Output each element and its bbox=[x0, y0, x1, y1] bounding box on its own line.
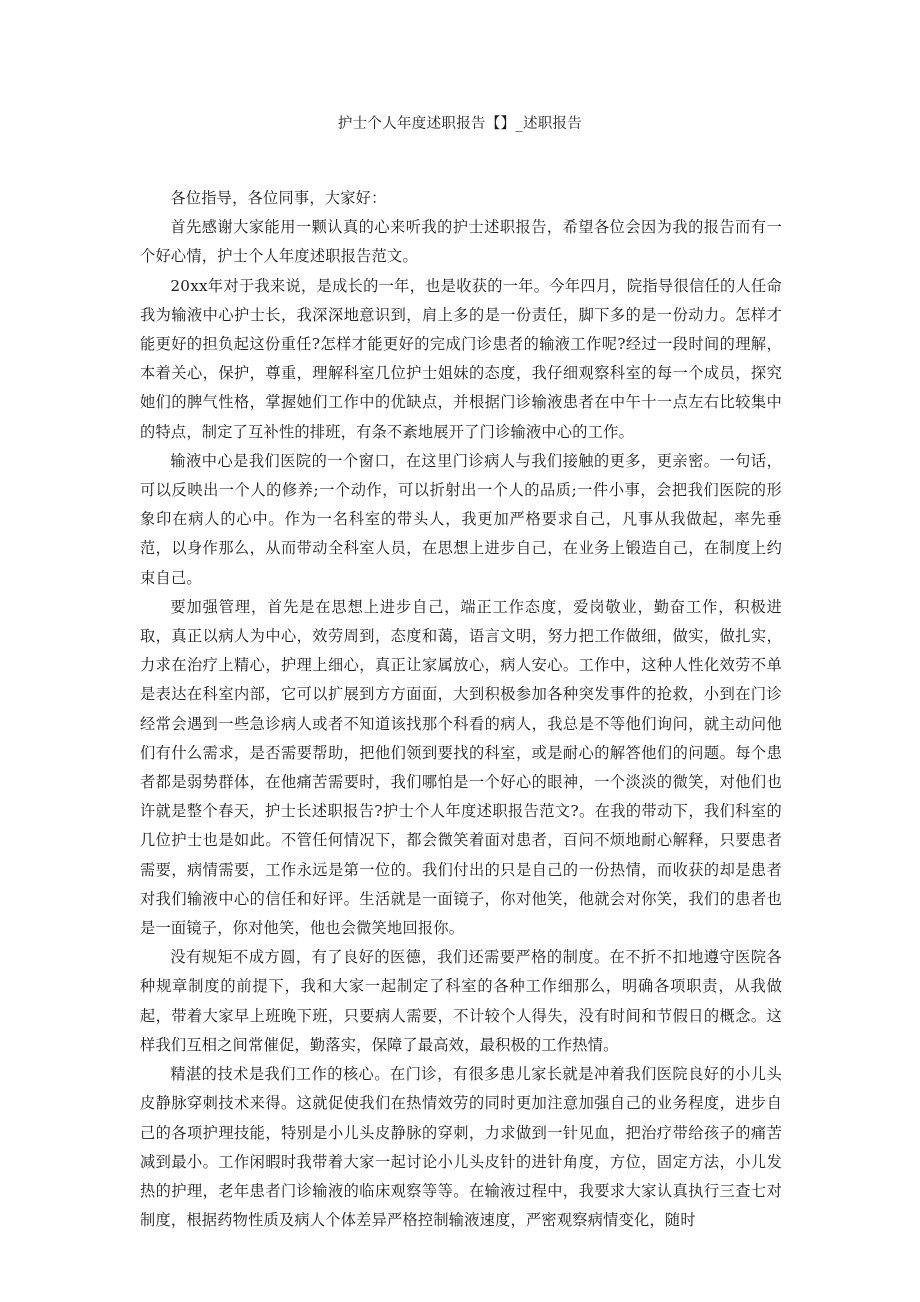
document-title: 护士个人年度述职报告【】_述职报告 bbox=[337, 116, 583, 132]
paragraph-greeting: 各位指导，各位同事，大家好： bbox=[170, 189, 387, 207]
paragraph-skills: 精湛的技术是我们工作的核心。在门诊，有很多患儿家长就是冲着我们医院良好的小儿头皮静脉穿刺技术来得。这就促使我们在热情效劳的同时更加注意加强自己的业务程度，进步自己的各项护理技能，特别是小儿头皮静脉的穿刺，力求做到一针见血，把治疗带给孩子的痛苦减到最小。工作闲暇时我带着大家一起讨论小儿头皮针的进针角度，方位，固定方法，小儿发热的护理，老年患者门诊输液的临床观察等等。在输液过程中，我要求大家认真执行三查七对制度，根据药物性质及病人个体差异严格控制输液速度，严密观察病情变化，随时 bbox=[140, 1065, 782, 1230]
paragraph-year-summary: 20xx年对于我来说，是成长的一年，也是收获的一年。今年四月，院指导很信任的人任命我为输液中心护士长，我深深地意识到，肩上多的是一份责任，脚下多的是一份动力。怎样才能更好的担负起这份重任?怎样才能更好的完成门诊患者的输液工作呢?经过一段时间的理解，本着关心，保护，尊重，理解科室几位护士姐妹的态度，我仔细观察科室的每一个成员，探究她们的脾气性格，掌握她们工作中的优缺点，并根据门诊输液患者在中午十一点左右比较集中的特点，制定了互补性的排班，有条不紊地展开了门诊输液中心的工作。 bbox=[140, 276, 782, 441]
paragraph-intro: 首先感谢大家能用一颗认真的心来听我的护士述职报告，希望各位会因为我的报告而有一个好心情，护士个人年度述职报告范文。 bbox=[140, 218, 782, 266]
paragraph-management: 要加强管理，首先是在思想上进步自己，端正工作态度，爱岗敬业，勤奋工作，积极进取，真正以病人为中心，效劳周到，态度和蔼，语言文明，努力把工作做细，做实，做扎实，力求在治疗上精心，护理上细心，真正让家属放心，病人安心。工作中，这种人性化效劳不单是表达在科室内部，它可以扩展到方方面面，大到积极参加各种突发事件的抢救，小到在门诊经常会遇到一些急诊病人或者不知道该找那个科看的病人，我总是不等他们询问，就主动问他们有什么需求，是否需要帮助，把他们领到要找的科室，或是耐心的解答他们的问题。每个患者都是弱势群体，在他痛苦需要时，我们哪怕是一个好心的眼神，一个淡淡的微笑，对他们也许就是整个春天，护士长述职报告?护士个人年度述职报告范文?。在我的带动下，我们科室的几位护士也是如此。不管任何情况下，都会微笑着面对患者，百问不烦地耐心解释，只要患者需要，病情需要，工作永远是第一位的。我们付出的只是自己的一份热情，而收获的却是患者对我们输液中心的信任和好评。生活就是一面镜子，你对他笑，他就会对你笑，我们的患者也是一面镜子，你对他笑，他也会微笑地回报你。 bbox=[140, 597, 782, 938]
paragraph-infusion-center: 输液中心是我们医院的一个窗口，在这里门诊病人与我们接触的更多，更亲密。一句话，可以反映出一个人的修养;一个动作，可以折射出一个人的品质;一件小事，会把我们医院的形象印在病人的心中。作为一名科室的带头人，我更加严格要求自己，凡事从我做起，率先垂范，以身作那么，从而带动全科室人员，在思想上进步自己，在业务上锻造自己，在制度上约束自己。 bbox=[140, 451, 782, 587]
paragraph-rules: 没有规矩不成方圆，有了良好的医德，我们还需要严格的制度。在不折不扣地遵守医院各种规章制度的前提下，我和大家一起制定了科室的各种工作细那么，明确各项职责，从我做起，带着大家早上班晚下班，只要病人需要，不计较个人得失，没有时间和节假日的概念。这样我们互相之间常催促，勤落实，保障了最高效，最积极的工作热情。 bbox=[140, 948, 782, 1054]
document-body bbox=[140, 184, 782, 1235]
